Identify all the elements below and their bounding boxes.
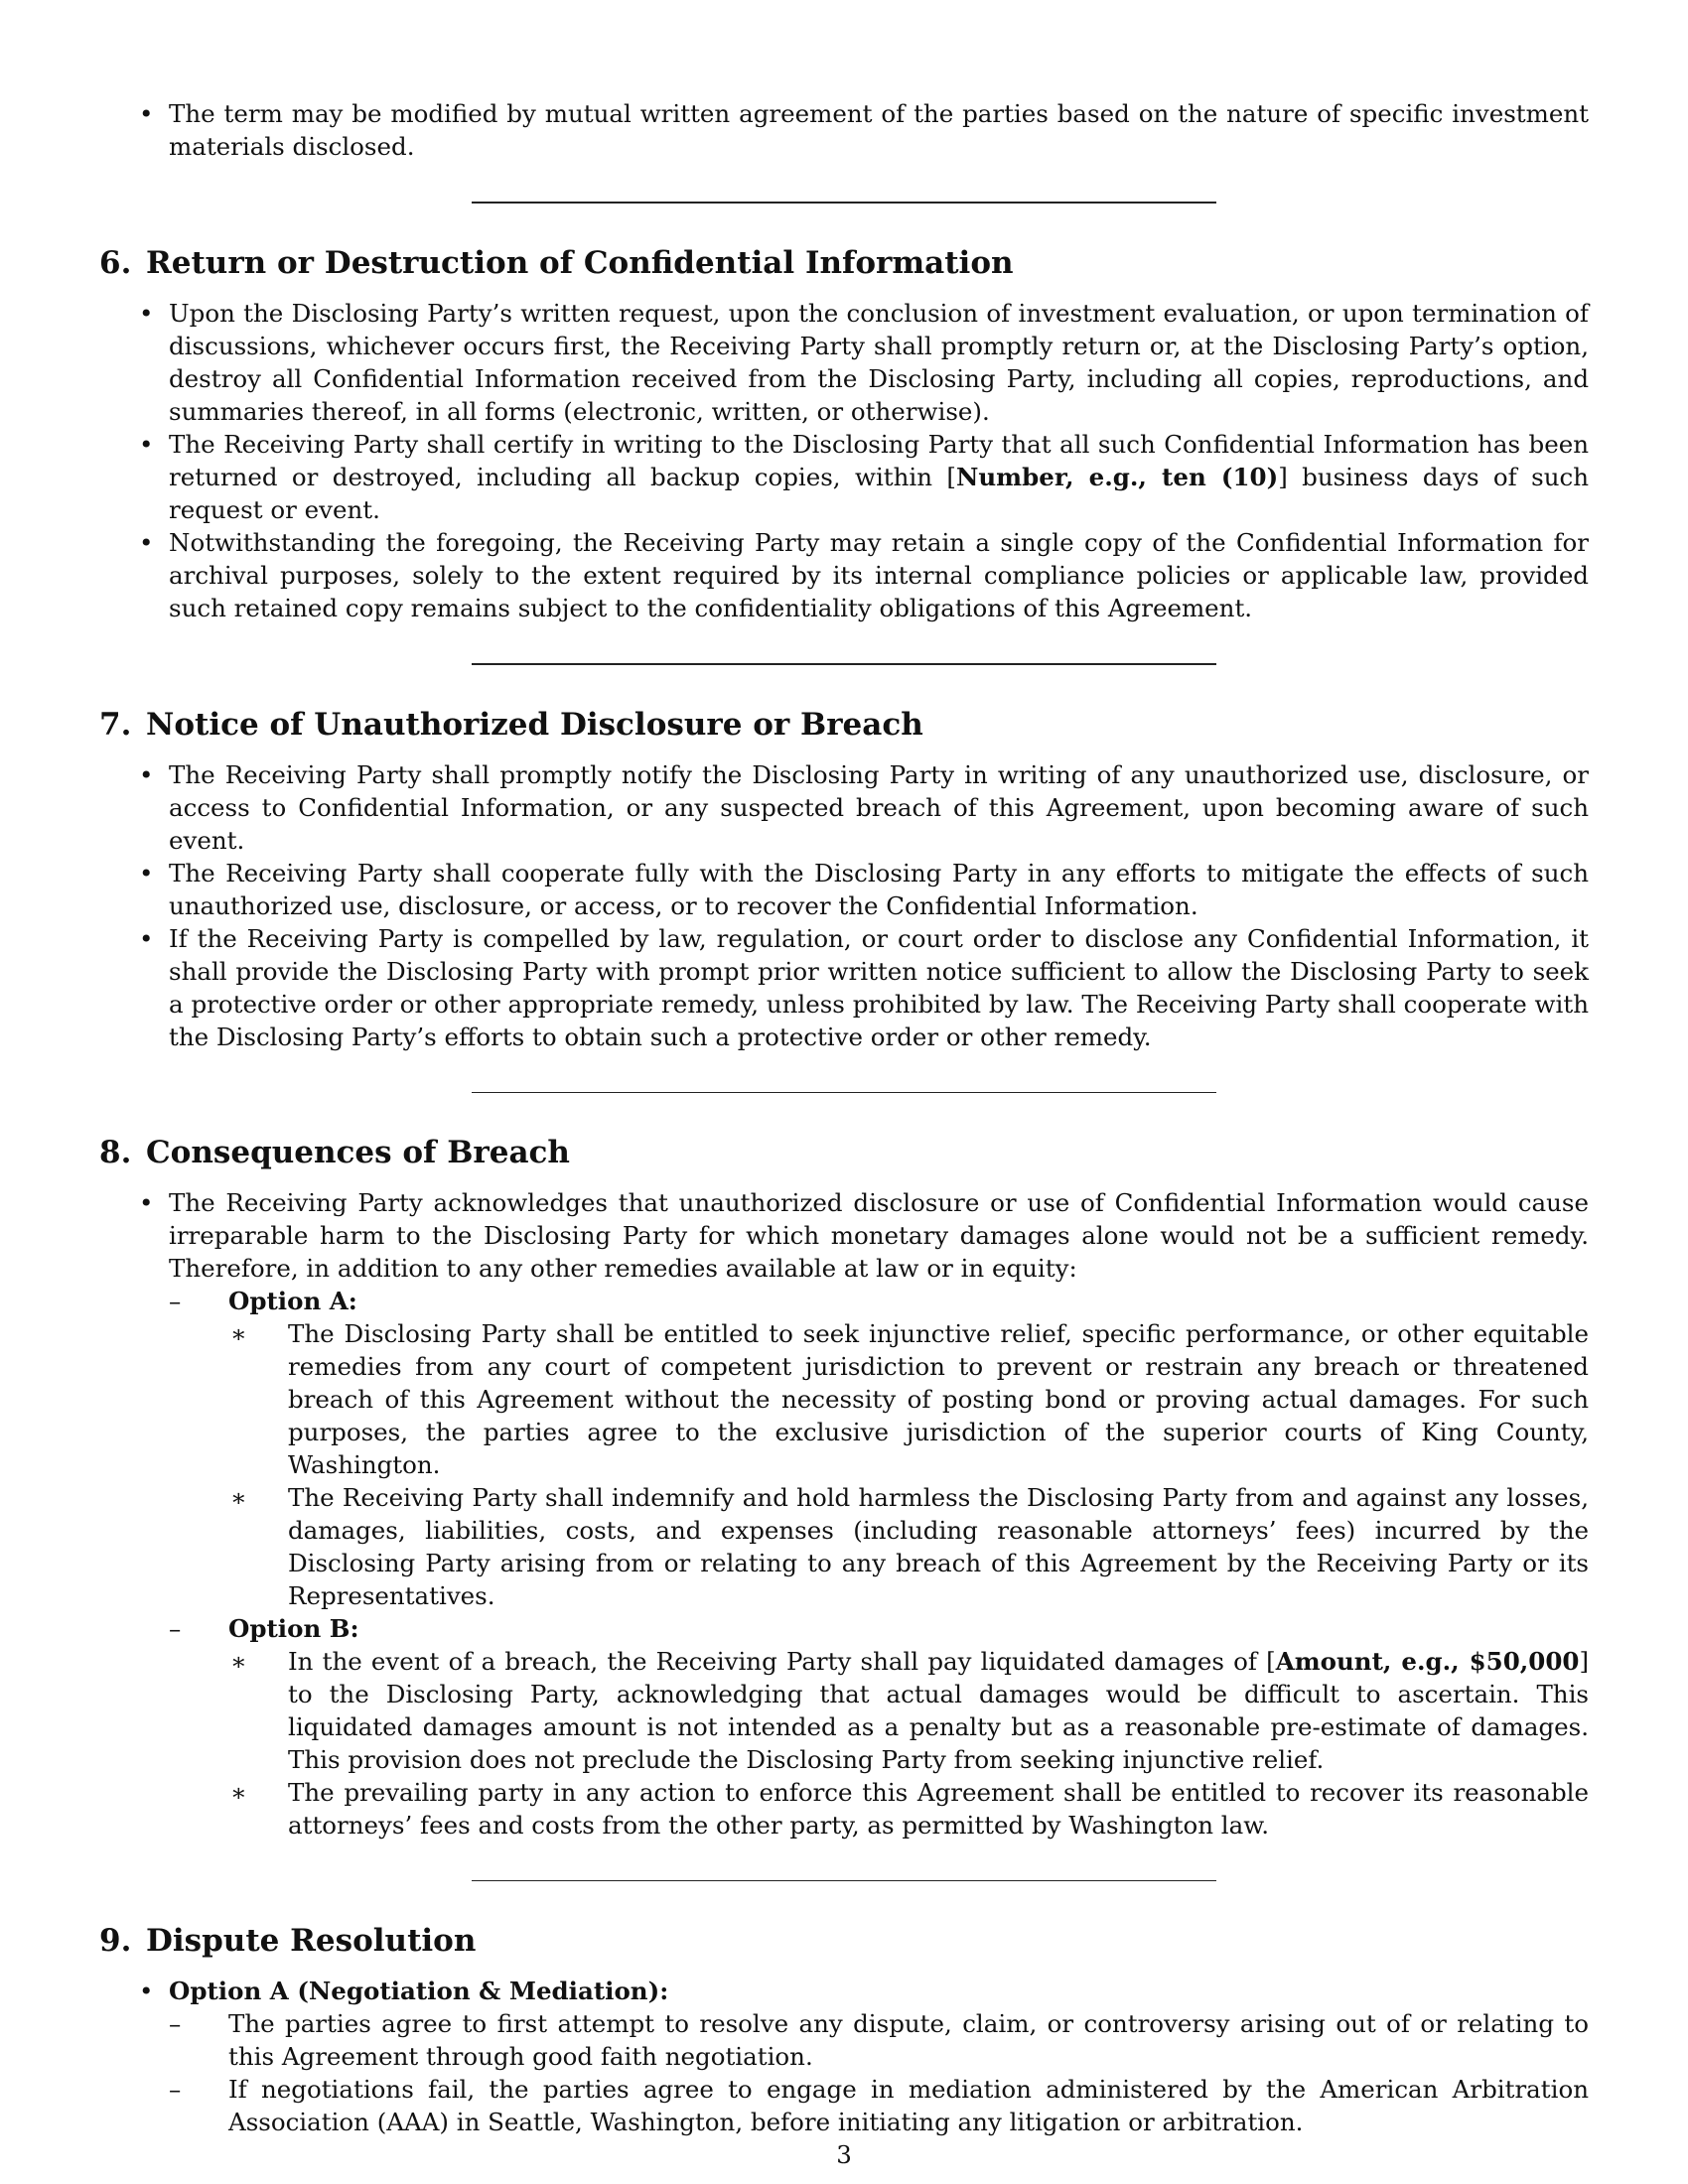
bullet-icon: •: [139, 99, 154, 128]
section-heading: 6. Return or Destruction of Confidential Information: [99, 245, 1014, 281]
section-heading: 7. Notice of Unauthorized Disclosure or Breach: [99, 707, 923, 743]
asterisk-icon: ∗: [230, 1778, 247, 1807]
bullet-icon: •: [139, 1977, 154, 2005]
bullet-icon: •: [139, 859, 154, 887]
section-divider: [472, 202, 1216, 204]
section-divider: [472, 663, 1216, 665]
dash-icon: –: [169, 1614, 182, 1643]
section-8-list: [99, 1186, 1589, 1842]
list-item: • Upon the Disclosing Party’s written request, upon the conclusion of investment evaluation, or upon termination of discussions, whichever occurs first, the Receiving Party shall promptly return or, at the Disclosing Party’s option, destroy all Confidential Information received from the Disclosing Party, including all copies, reproductions, and summaries thereof, in all forms (electronic, written, or otherwise).: [139, 299, 1589, 426]
options-list: [169, 1285, 1589, 1842]
section-6-list: [99, 297, 1589, 624]
list-item: ∗ The Disclosing Party shall be entitled to seek injunctive relief, specific performance, or other equitable remedies from any court of competent jurisdiction to prevent or restrain any breach or threatened breach of this Agreement without the necessity of posting bond or proving actual damages. For such purposes, the parties agree to the exclusive jurisdiction of the superior courts of King County, Washington.: [230, 1319, 1589, 1479]
list-item: • The term may be modified by mutual written agreement of the parties based on the nature of specific investment materials disclosed.: [139, 99, 1589, 161]
list-item: – If negotiations fail, the parties agree to engage in mediation administered by the American Arbitration Association (AAA) in Seattle, Washington, before initiating any litigation or arbitration.: [169, 2075, 1589, 2136]
section-9-list: [99, 1975, 1589, 2138]
list-item: – The parties agree to first attempt to resolve any dispute, claim, or controversy arising out of or relating to this Agreement through good faith negotiation.: [169, 2009, 1589, 2071]
list-item: ∗ The Receiving Party shall indemnify and hold harmless the Disclosing Party from and against any losses, damages, liabilities, costs, and expenses (including reasonable attorneys’ fees) incurred by the Disclosing Party arising from or relating to any breach of this Agreement by the Receiving Party or its Representatives.: [230, 1483, 1589, 1610]
bullet-icon: •: [139, 760, 154, 789]
dash-icon: –: [169, 2075, 182, 2104]
section-heading: 8. Consequences of Breach: [99, 1135, 570, 1170]
list-item: • The Receiving Party shall cooperate fully with the Disclosing Party in any efforts to mitigate the effects of such unauthorized use, disclosure, or access, or to recover the Confidential Information.: [139, 859, 1589, 920]
section-8: [99, 1133, 1589, 1842]
placeholder-field: Number, e.g., ten (10): [955, 463, 1279, 491]
option-a: – Option A: ∗ The Disclosing Party shall be entitled to seek injunctive relief, specific performance, or other equitable remedies from any court of competent jurisdiction to prevent or restrain any breach or threatened breach of this Agreement without the necessity of posting bond or proving actual damages. For such purposes, the parties agree to the exclusive jurisdiction of the superior courts of King County, Washington. ∗ The Receiving Party shall indemnify and hold harmless the Disclosing Party from and against any losses, damages, liabilities, costs, and expenses (including reasonable attorneys’ fees) incurred by the Disclosing Party arising from or relating to any breach of this Agreement by the Receiving Party or its Representatives.: [169, 1287, 1589, 1610]
placeholder-field: Amount, e.g., $50,000: [1275, 1647, 1580, 1676]
document-page: [99, 97, 1589, 2138]
dash-icon: –: [169, 2009, 182, 2038]
bullet-icon: •: [139, 528, 154, 557]
option-b-items: [228, 1645, 1589, 1842]
dash-icon: –: [169, 1287, 182, 1315]
list-item: • If the Receiving Party is compelled by law, regulation, or court order to disclose any Confidential Information, it shall provide the Disclosing Party with prompt prior written notice sufficient to allow the Disclosing Party to seek a protective order or other appropriate remedy, unless prohibited by law. The Receiving Party shall cooperate with the Disclosing Party’s efforts to obtain such a protective order or other remedy.: [139, 924, 1589, 1051]
section-divider: [472, 1880, 1216, 1881]
option-b: – Option B: ∗ In the event of a breach, the Receiving Party shall pay liquidated damages of [Amount, e.g., $50,000] to the Disclosing Party, acknowledging that actual damages would be difficult to ascertain. This liquidated damages amount is not intended as a penalty but as a reasonable pre-estimate of damages. This provision does not preclude the Disclosing Party from seeking injunctive relief. ∗ The prevailing party in any action to enforce this Agreement shall be entitled to recover its reasonable attorneys’ fees and costs from the other party, as permitted by Washington law.: [169, 1614, 1589, 1840]
bullet-icon: •: [139, 1188, 154, 1217]
option-a-items: [228, 1317, 1589, 1612]
bullet-icon: •: [139, 299, 154, 328]
section-6: [99, 243, 1589, 624]
list-item: • Option A (Negotiation & Mediation): – The parties agree to first attempt to resolve any dispute, claim, or controversy arising out of or relating to this Agreement through good faith negotiation. – If negotiations fail, the parties agree to engage in mediation administered by the American Arbitration Association (AAA) in Seattle, Washington, before initiating any litigation or arbitration.: [139, 1977, 1589, 2136]
section-divider: [472, 1092, 1216, 1093]
list-item: • The Receiving Party acknowledges that unauthorized disclosure or use of Confidential Information would cause irreparable harm to the Disclosing Party for which monetary damages alone would not be a sufficient remedy. Therefore, in addition to any other remedies available at law or in equity: – Option A: ∗ The Disclosing Party shall be entitled to seek injunctive relief, specific performance, or other equitable remedies from any court of competent jurisdiction to prevent or restrain any breach or threatened breach of this Agreement without the necessity of posting bond or proving actual damages. For such purposes, the parties agree to the exclusive jurisdiction of the superior courts of King County, Washington. ∗ The Receiving Party shall indemnify and hold harmless the Disclosing Party from and against any losses, damages, liabilities, costs, and expenses (including reasonable attorneys’ fees) incurred by the Disclosing Party arising from or relating to any breach of this Agreement by the Receiving Party or its Representatives. – Option B: ∗ In the event of a breach, the Receiving Party shall pay liquidated damages of [Amount, e.g., $50,000] to the Disclosing Party, acknowledging that actual damages would be difficult to ascertain. This liquidated damages amount is not intended as a penalty but as a reasonable pre-estimate of damages. This provision does not preclude the Disclosing Party from seeking injunctive relief. ∗ The prevailing party in any action to enforce this Agreement shall be entitled to recover its reasonable attorneys’ fees and costs from the other party, as permitted by Washington law.: [139, 1188, 1589, 1840]
asterisk-icon: ∗: [230, 1319, 247, 1348]
list-item: ∗ The prevailing party in any action to enforce this Agreement shall be entitled to recover its reasonable attorneys’ fees and costs from the other party, as permitted by Washington law.: [230, 1778, 1589, 1840]
section-7: [99, 705, 1589, 1053]
list-item: • The Receiving Party shall promptly notify the Disclosing Party in writing of any unauthorized use, disclosure, or access to Confidential Information, or any suspected breach of this Agreement, upon becoming aware of such event.: [139, 760, 1589, 855]
section-7-list: [99, 758, 1589, 1053]
list-item: • Notwithstanding the foregoing, the Receiving Party may retain a single copy of the Confidential Information for archival purposes, solely to the extent required by its internal compliance policies or applicable law, provided such retained copy remains subject to the confidentiality obligations of this Agreement.: [139, 528, 1589, 622]
section-9: [99, 1921, 1589, 2138]
page-number: 3: [836, 2140, 852, 2169]
bullet-icon: •: [139, 924, 154, 953]
option-a-items: [169, 2007, 1589, 2138]
list-item: ∗ In the event of a breach, the Receiving Party shall pay liquidated damages of [Amount, e.g., $50,000] to the Disclosing Party, acknowledging that actual damages would be difficult to ascertain. This liquidated damages amount is not intended as a penalty but as a reasonable pre-estimate of damages. This provision does not preclude the Disclosing Party from seeking injunctive relief.: [230, 1647, 1589, 1774]
intro-list: [99, 97, 1589, 163]
asterisk-icon: ∗: [230, 1647, 247, 1676]
section-heading: 9. Dispute Resolution: [99, 1923, 477, 1959]
bullet-icon: •: [139, 430, 154, 459]
asterisk-icon: ∗: [230, 1483, 247, 1512]
list-item: • The Receiving Party shall certify in writing to the Disclosing Party that all such Confidential Information has been returned or destroyed, including all backup copies, within [Number, e.g., ten (10)] business days of such request or event.: [139, 430, 1589, 524]
